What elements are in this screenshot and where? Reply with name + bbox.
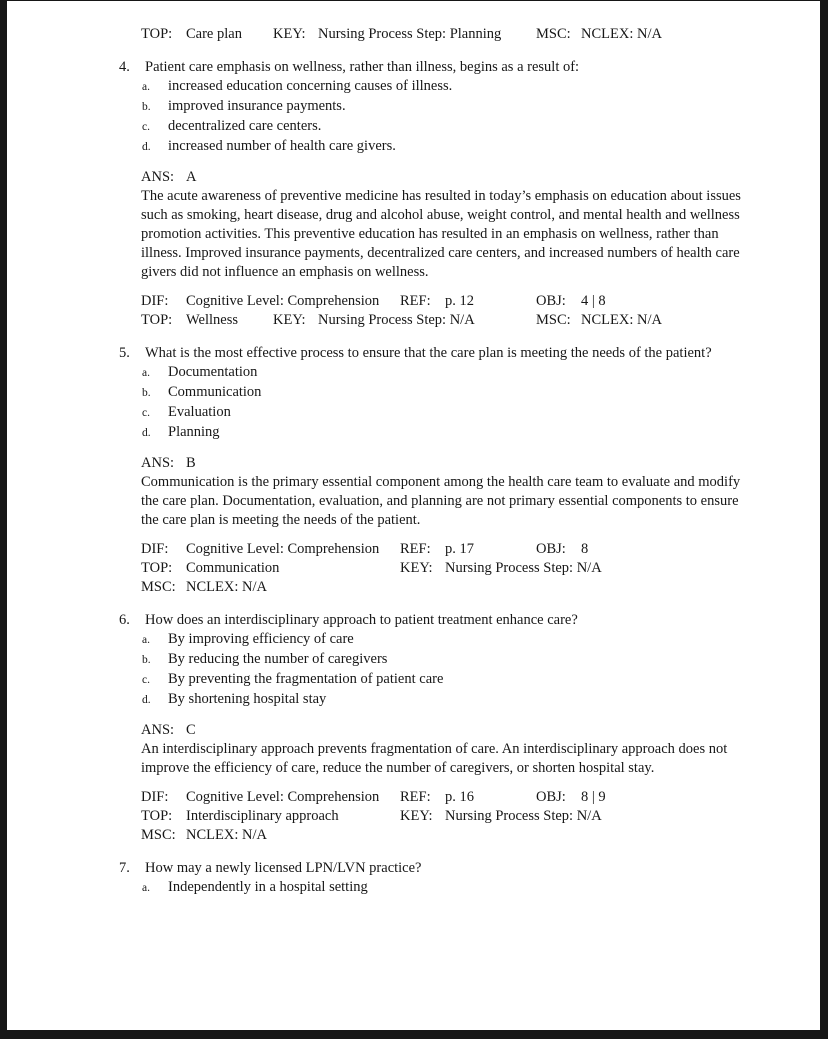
metadata-row [7, 807, 820, 826]
meta-value: NCLEX: N/A [186, 579, 267, 595]
meta-cell [536, 540, 588, 559]
meta-cell [273, 25, 501, 44]
meta-label: MSC: [141, 827, 176, 843]
meta-value: 8 | 9 [581, 789, 606, 805]
meta-cell [536, 25, 662, 44]
question-5 [7, 344, 820, 597]
metadata-row [7, 292, 820, 311]
meta-label: DIF: [141, 293, 169, 309]
option-c [142, 117, 820, 137]
option-letter: c. [142, 407, 150, 419]
meta-label: REF: [400, 541, 431, 557]
meta-value: NCLEX: N/A [581, 312, 662, 328]
meta-value: NCLEX: N/A [186, 827, 267, 843]
option-text: Independently in a hospital setting [168, 879, 368, 895]
meta-cell [400, 788, 474, 807]
option-d [142, 137, 820, 157]
metadata-row [7, 311, 820, 330]
answer-line [141, 168, 820, 187]
rationale-text: An interdisciplinary approach prevents fragmentation of care. An interdisciplinary approach does not improve the efficiency of care, reduce the number of caregivers, or shorten hospital stay. [141, 741, 728, 776]
answer-letter: C [186, 722, 196, 738]
meta-value: Wellness [186, 312, 238, 328]
meta-label: KEY: [273, 312, 306, 328]
meta-label: OBJ: [536, 293, 566, 309]
option-b [142, 383, 820, 403]
option-letter: a. [142, 367, 150, 379]
question-number: 7. [119, 860, 130, 876]
option-letter: a. [142, 634, 150, 646]
option-text: By preventing the fragmentation of patient care [168, 671, 444, 687]
metadata-block [7, 292, 820, 330]
option-a [142, 77, 820, 97]
meta-cell [400, 807, 602, 826]
option-d [142, 423, 820, 443]
option-letter: c. [142, 121, 150, 133]
option-text: By reducing the number of caregivers [168, 651, 388, 667]
answer-block [7, 721, 820, 778]
meta-label: MSC: [536, 312, 571, 328]
meta-value: Cognitive Level: Comprehension [186, 789, 380, 805]
meta-cell [141, 292, 379, 311]
meta-cell [400, 540, 474, 559]
option-letter: d. [142, 427, 151, 439]
metadata-row [7, 559, 820, 578]
answer-label: ANS: [141, 169, 175, 185]
meta-label: MSC: [141, 579, 176, 595]
question-4 [7, 58, 820, 330]
meta-value: Nursing Process Step: N/A [445, 808, 602, 824]
meta-label: OBJ: [536, 789, 566, 805]
meta-value: p. 12 [445, 293, 474, 309]
meta-value: Cognitive Level: Comprehension [186, 293, 380, 309]
meta-cell [141, 807, 339, 826]
option-letter: d. [142, 141, 151, 153]
metadata-block [7, 788, 820, 845]
answer-label: ANS: [141, 722, 175, 738]
question-6 [7, 611, 820, 845]
meta-value: NCLEX: N/A [581, 26, 662, 42]
meta-value: Nursing Process Step: Planning [318, 26, 502, 42]
option-text: increased number of health care givers. [168, 138, 396, 154]
meta-cell [141, 25, 242, 44]
meta-cell [141, 788, 379, 807]
answer-letter: B [186, 455, 196, 471]
question-number: 5. [119, 345, 130, 361]
meta-cell [536, 311, 662, 330]
question-stem: Patient care emphasis on wellness, rather than illness, begins as a result of: [145, 59, 580, 75]
meta-cell [273, 311, 475, 330]
meta-cell [141, 559, 279, 578]
metadata-row [7, 788, 820, 807]
meta-label: KEY: [400, 560, 433, 576]
meta-label: TOP: [141, 808, 173, 824]
answer-block [7, 454, 820, 530]
question-stem: How does an interdisciplinary approach to patient treatment enhance care? [145, 612, 578, 628]
answer-line [141, 454, 820, 473]
answer-letter: A [186, 169, 197, 185]
meta-label: KEY: [400, 808, 433, 824]
meta-label: REF: [400, 293, 431, 309]
meta-value: Care plan [186, 26, 242, 42]
option-d [142, 690, 820, 710]
metadata-row [7, 25, 820, 44]
option-text: Documentation [168, 364, 258, 380]
option-b [142, 650, 820, 670]
option-letter: b. [142, 101, 151, 113]
option-c [142, 403, 820, 423]
option-text: improved insurance payments. [168, 98, 346, 114]
question-7 [7, 859, 820, 898]
option-a [142, 363, 820, 383]
meta-value: Nursing Process Step: N/A [318, 312, 475, 328]
meta-label: REF: [400, 789, 431, 805]
option-text: increased education concerning causes of illness. [168, 78, 453, 94]
option-a [142, 630, 820, 650]
meta-label: TOP: [141, 26, 173, 42]
question-number: 4. [119, 59, 130, 75]
meta-label: TOP: [141, 560, 173, 576]
meta-cell [536, 292, 606, 311]
meta-value: p. 17 [445, 541, 474, 557]
rationale-text: The acute awareness of preventive medicine has resulted in today’s emphasis on education about issues such as smoking, heart disease, drug and alcohol abuse, weight control, and mental health and wellness promotion activities. This preventive education has resulted in an emphasis on wellness, rather than illness. Improved insurance payments, decentralized care centers, and increased numbers of health care givers did not influence an emphasis on wellness. [141, 188, 741, 280]
option-text: Communication [168, 384, 262, 400]
meta-value: p. 16 [445, 789, 474, 805]
option-text: By shortening hospital stay [168, 691, 327, 707]
meta-cell [400, 559, 602, 578]
option-a [142, 878, 820, 898]
meta-cell [141, 578, 267, 597]
meta-value: 4 | 8 [581, 293, 606, 309]
meta-value: Cognitive Level: Comprehension [186, 541, 380, 557]
question-stem: What is the most effective process to ensure that the care plan is meeting the needs of the patient? [145, 345, 712, 361]
meta-label: KEY: [273, 26, 306, 42]
option-b [142, 97, 820, 117]
option-letter: c. [142, 674, 150, 686]
option-c [142, 670, 820, 690]
rationale-text: Communication is the primary essential component among the health care team to evaluate and modify the care plan. Documentation, evaluation, and planning are not primary essential components to ensure the care plan is meeting the needs of the patient. [141, 474, 741, 528]
option-letter: d. [142, 694, 151, 706]
document-page [7, 1, 820, 1030]
meta-value: Communication [186, 560, 280, 576]
meta-cell [141, 826, 267, 845]
answer-block [7, 168, 820, 282]
option-letter: a. [142, 81, 150, 93]
metadata-row [7, 540, 820, 559]
question-stem: How may a newly licensed LPN/LVN practice? [145, 860, 422, 876]
meta-label: TOP: [141, 312, 173, 328]
option-letter: b. [142, 654, 151, 666]
meta-value: 8 [581, 541, 589, 557]
option-text: Planning [168, 424, 220, 440]
meta-cell [141, 540, 379, 559]
meta-value: Interdisciplinary approach [186, 808, 339, 824]
meta-cell [400, 292, 474, 311]
option-text: decentralized care centers. [168, 118, 322, 134]
metadata-row [7, 826, 820, 845]
option-letter: b. [142, 387, 151, 399]
option-letter: a. [142, 882, 150, 894]
meta-label: MSC: [536, 26, 571, 42]
answer-label: ANS: [141, 455, 175, 471]
meta-value: Nursing Process Step: N/A [445, 560, 602, 576]
meta-label: DIF: [141, 541, 169, 557]
metadata-block [7, 540, 820, 597]
meta-label: DIF: [141, 789, 169, 805]
meta-cell [536, 788, 606, 807]
meta-label: OBJ: [536, 541, 566, 557]
answer-line [141, 721, 820, 740]
metadata-row [7, 578, 820, 597]
meta-cell [141, 311, 238, 330]
option-text: Evaluation [168, 404, 231, 420]
option-text: By improving efficiency of care [168, 631, 354, 647]
question-number: 6. [119, 612, 130, 628]
